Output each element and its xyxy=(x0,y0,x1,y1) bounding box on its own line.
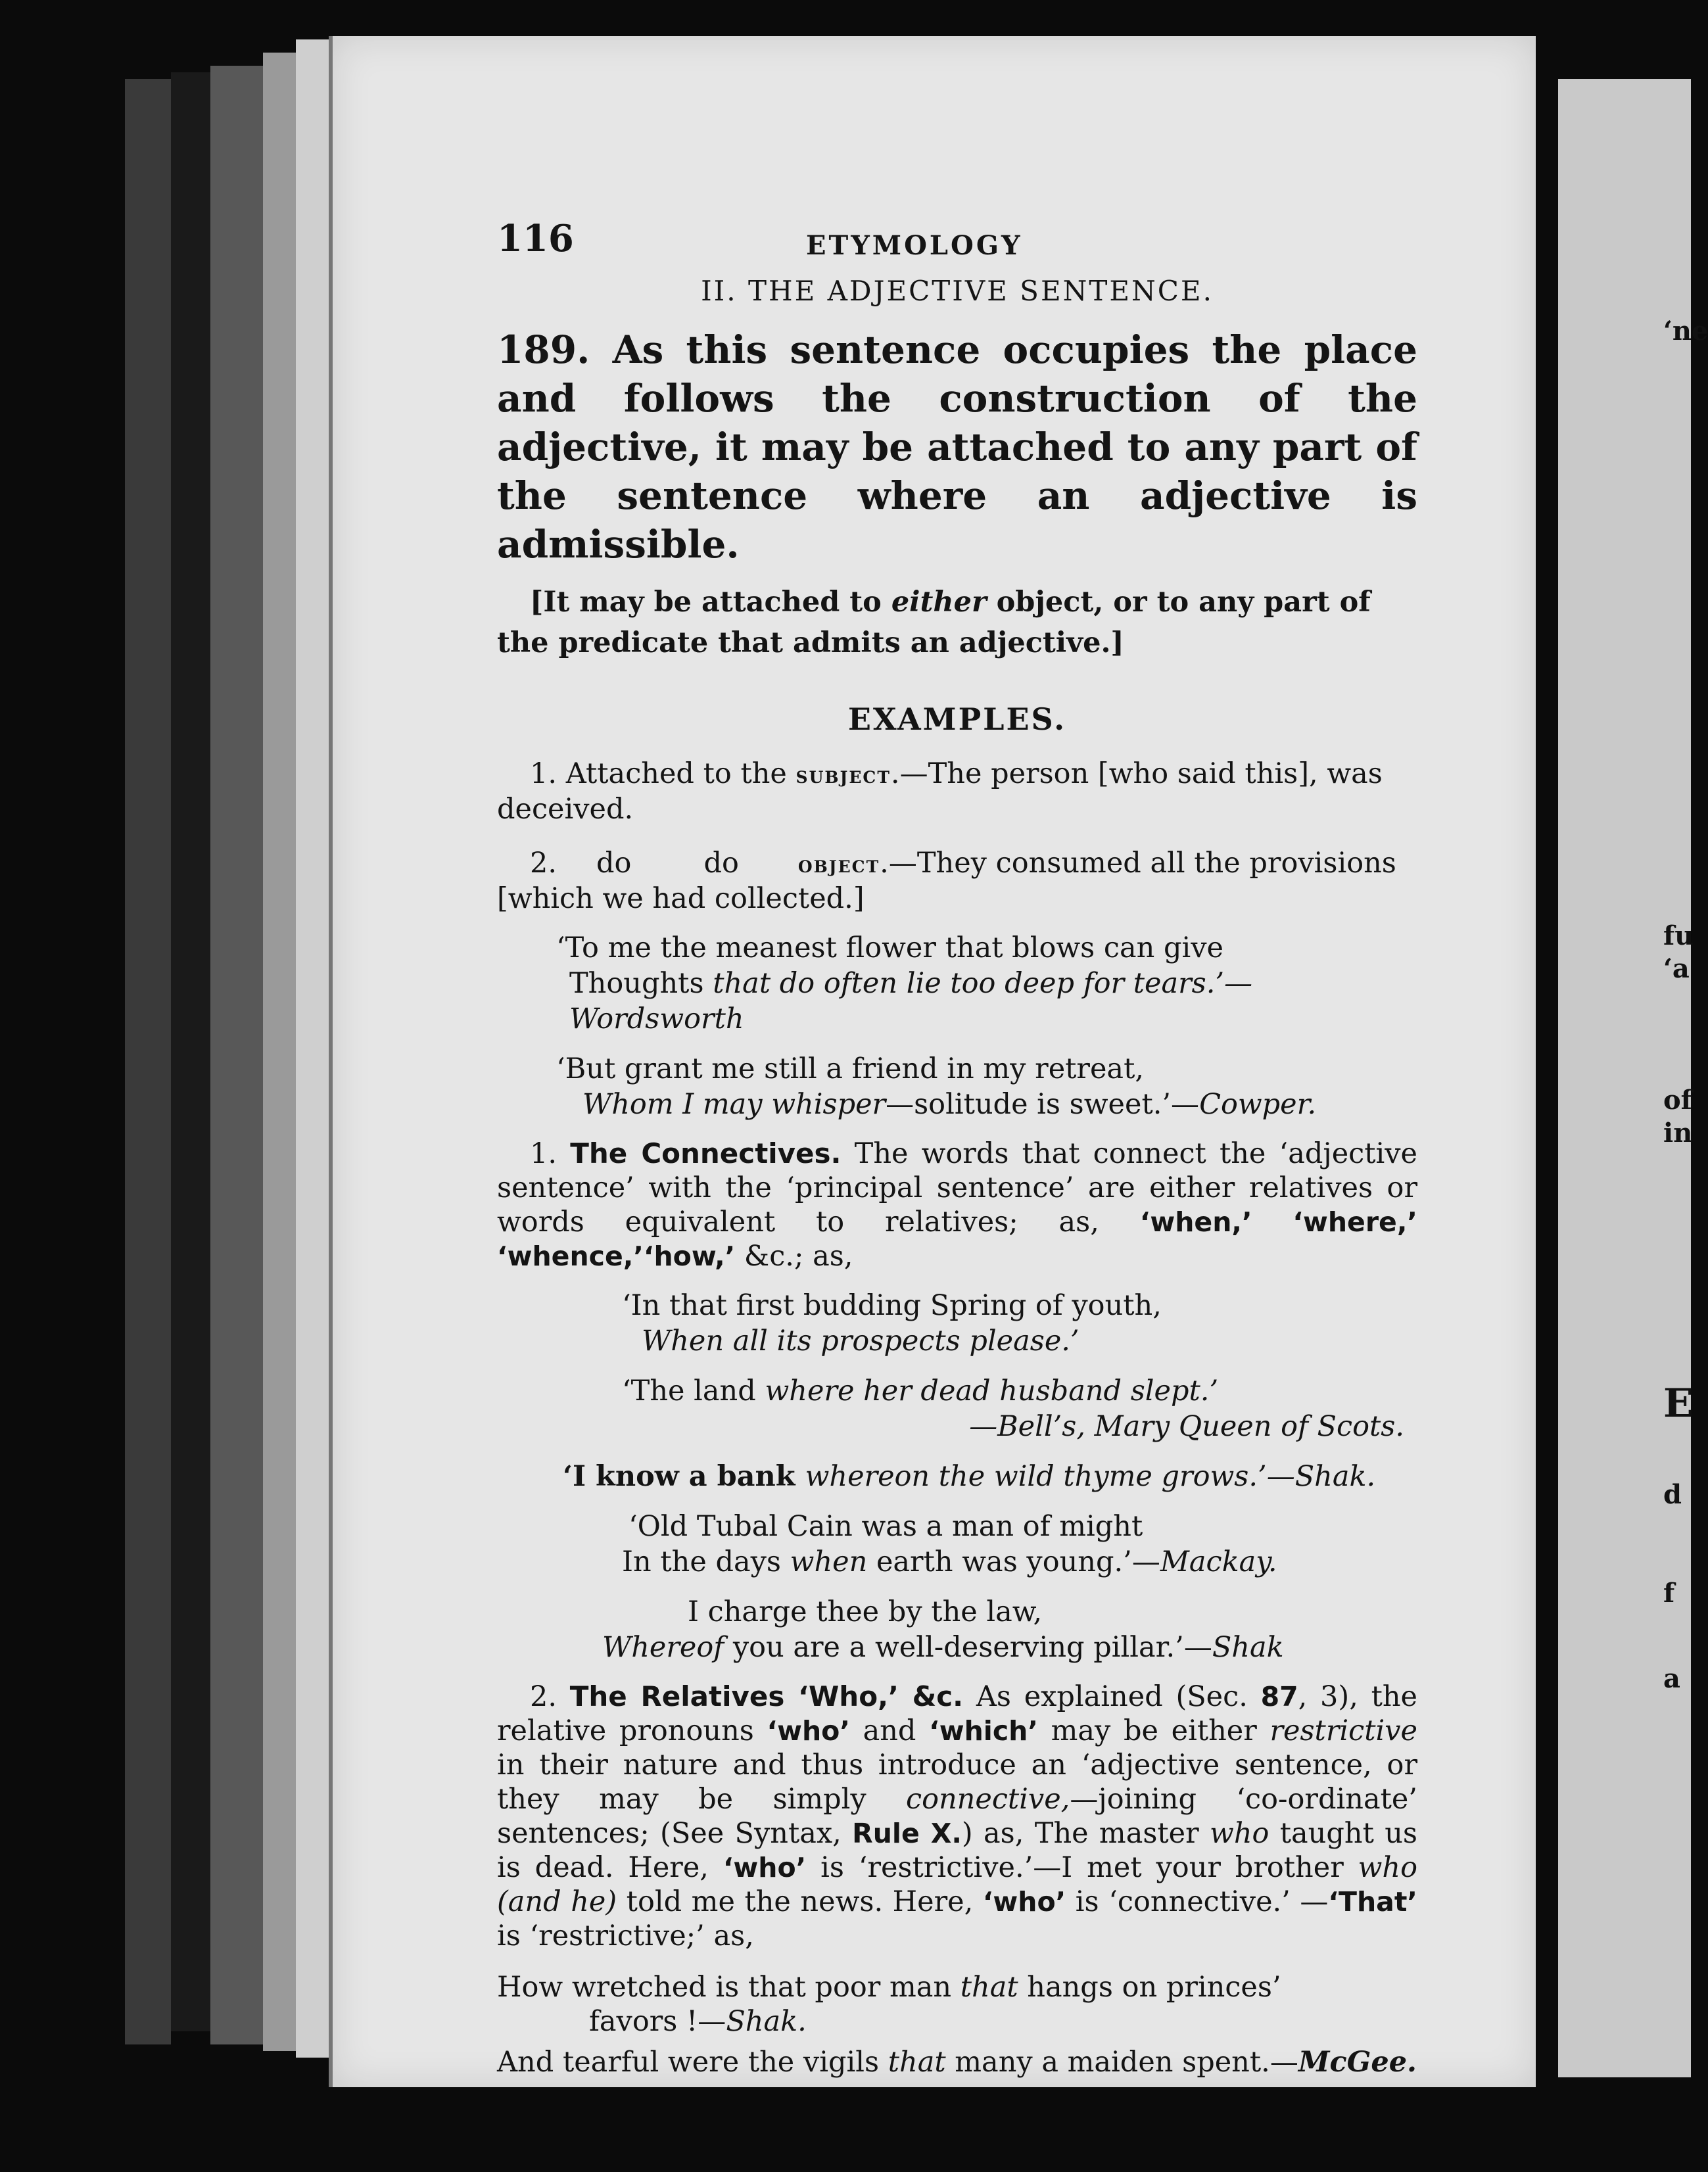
quote-line xyxy=(497,2045,1417,2079)
quote-attribution: McGee. xyxy=(1298,2046,1417,2079)
section-title: II. THE ADJECTIVE SENTENCE. xyxy=(701,275,1214,307)
quote-italic: where her dead husband slept.’ xyxy=(765,1375,1219,1407)
facing-fragment: a xyxy=(1663,1663,1680,1694)
quote-text: hangs on princes’ xyxy=(1018,1971,1281,2004)
example-2 xyxy=(497,846,1417,916)
quote-line xyxy=(622,1544,1417,1580)
quote-line: ‘In that first budding Spring of youth, xyxy=(622,1289,1162,1322)
italic-term: who xyxy=(1210,1817,1269,1850)
quote-text: many a maiden spent.— xyxy=(945,2046,1298,2079)
facing-fragment: E xyxy=(1663,1381,1694,1427)
quote-attribution: Mackay. xyxy=(1160,1546,1277,1578)
poem-line: ‘To me the meanest flower that blows can give xyxy=(556,932,1223,964)
examples-heading: EXAMPLES. xyxy=(847,701,1067,737)
quote-line xyxy=(497,1409,1404,1444)
facing-fragment: ‘ne xyxy=(1663,316,1708,346)
quote-line xyxy=(497,1970,1417,2004)
facing-fragment: of xyxy=(1663,1085,1692,1116)
example-text: .—The person [who said this], was deceived. xyxy=(497,757,1383,826)
italic-term: who (and he) xyxy=(497,1851,1418,1918)
facing-page xyxy=(1558,79,1708,2077)
keyword: ‘how,’ xyxy=(643,1240,736,1272)
facing-fragment: ‘a xyxy=(1663,953,1690,984)
paragraph-text: As explained (Sec. xyxy=(963,1680,1261,1713)
quote-line xyxy=(602,1630,1417,1665)
bracket-note xyxy=(497,582,1417,663)
keyword: ‘whence,’ xyxy=(497,1240,644,1272)
paragraph-text: ) as, The master xyxy=(961,1817,1210,1850)
paragraph-text: is ‘connective.’ — xyxy=(1066,1885,1329,1918)
final-quote xyxy=(497,2045,1417,2079)
note-text: object, or to any part of the predicate that admits an adjective.] xyxy=(497,586,1371,659)
keyword: ‘who’ xyxy=(723,1852,807,1883)
quote-text: earth was young.’— xyxy=(867,1546,1160,1578)
keyword: ‘That’ xyxy=(1328,1886,1417,1918)
keyword: ‘which’ xyxy=(929,1715,1038,1747)
connectives-paragraph xyxy=(497,1137,1417,1273)
page-content xyxy=(497,191,1417,2079)
paragraph-text: —joining ‘co-ordinate’ sentences; (See Syntax, xyxy=(497,1783,1417,1850)
quote-block xyxy=(497,1459,1417,1494)
poem-text: Thoughts xyxy=(569,967,713,1000)
paragraph-text: and xyxy=(849,1714,930,1747)
facing-fragment: fu xyxy=(1663,920,1694,951)
running-header xyxy=(497,191,1417,261)
quote-italic: Whereof xyxy=(602,1631,724,1664)
quote-text: In the days xyxy=(622,1546,790,1578)
page-edge xyxy=(263,53,296,2051)
paragraph-text: taught us is dead. Here, xyxy=(497,1817,1417,1884)
paragraph-number: 2. xyxy=(530,1680,557,1713)
quote-italic: When all its prospects please.’ xyxy=(642,1325,1079,1358)
paragraph-text: is ‘restrictive.’—I met your brother xyxy=(806,1851,1358,1884)
poem-line xyxy=(569,966,1417,1037)
quote-text: How wretched is that poor man xyxy=(497,1971,961,2004)
example-number: 2. xyxy=(530,847,557,880)
poem-line: ‘But grant me still a friend in my retreat, xyxy=(556,1052,1145,1085)
note-emphasis: either xyxy=(891,586,987,619)
paragraph-text: may be either xyxy=(1037,1714,1270,1747)
rule-text: As this sentence occupies the place and follows the construction of the adjective, it may be attached to any part of the sentence where an adjective is admissible. xyxy=(497,327,1417,567)
page-edge xyxy=(210,66,263,2044)
quote-text: And tearful were the vigils xyxy=(497,2046,888,2079)
poem-author: Cowper. xyxy=(1199,1088,1317,1121)
quote-text: you are a well-deserving pillar.’— xyxy=(724,1631,1212,1664)
rule-189 xyxy=(497,325,1417,569)
quote-line xyxy=(589,2004,1417,2039)
page-block-edges xyxy=(105,26,342,2058)
poem-quote xyxy=(556,1051,1417,1122)
paragraph-text: in their nature and thus introduce an ‘adjective sentence, or they may be simply xyxy=(497,1749,1417,1816)
poem-text: —solitude is sweet.’— xyxy=(886,1088,1200,1121)
rule-number: 189. xyxy=(497,327,590,372)
quote-line xyxy=(563,1459,1417,1494)
quote-attribution: Shak xyxy=(1212,1631,1284,1664)
example-smallcaps: object xyxy=(797,851,880,878)
facing-fragment: f xyxy=(1663,1578,1675,1609)
quote-text: ‘The land xyxy=(622,1375,765,1407)
example-text: Attached to the xyxy=(565,757,787,790)
paragraph-number: 1. xyxy=(530,1137,557,1170)
keyword: ‘who’ xyxy=(982,1886,1066,1918)
quote-line: I charge thee by the law, xyxy=(688,1595,1043,1628)
page-edge xyxy=(171,72,210,2031)
paragraph-heading: The Connectives. xyxy=(570,1137,842,1169)
quote-line xyxy=(622,1373,1417,1409)
running-title: ETYMOLOGY xyxy=(806,230,1023,261)
paragraph-text: , 3), the relative pronouns xyxy=(497,1680,1418,1747)
keyword: ‘when,’ xyxy=(1139,1206,1252,1238)
paragraph-text: is ‘restrictive;’ as, xyxy=(497,1920,754,1952)
paragraph-text: &c.; as, xyxy=(735,1240,853,1273)
page-number: 116 xyxy=(497,217,574,260)
keyword: ‘who’ xyxy=(767,1715,850,1747)
note-text: [It may be attached to xyxy=(530,586,891,619)
poem-italic: Whom I may whisper xyxy=(582,1088,886,1121)
paragraph-text: The words that connect the ‘adjective sentence’ with the ‘principal sentence’ are either relatives or words equivalent to relatives; as, xyxy=(497,1137,1417,1239)
relatives-paragraph xyxy=(497,1680,1417,1953)
quote-line xyxy=(642,1323,1417,1359)
quote-italic: that xyxy=(960,1971,1018,2004)
example-smallcaps: subject xyxy=(795,761,891,789)
poem-quote xyxy=(556,930,1417,1037)
quote-italic: when xyxy=(790,1546,868,1578)
poem-italic: that do often lie too deep for tears.’—Wordsworth xyxy=(569,967,1253,1035)
facing-fragment: in xyxy=(1663,1118,1693,1148)
quote-text: favors !— xyxy=(589,2005,726,2038)
quote-block xyxy=(497,1509,1417,1580)
section-ref: 87 xyxy=(1260,1681,1298,1712)
paragraph-text: told me the news. Here, xyxy=(617,1885,983,1918)
quote-attribution: —Bell’s, Mary Queen of Scots. xyxy=(969,1410,1404,1443)
ditto-mark: do xyxy=(596,847,632,880)
rule-ref: Rule X. xyxy=(852,1818,962,1849)
quote-text: ‘I know a bank xyxy=(563,1460,805,1493)
book-page xyxy=(329,36,1536,2087)
keyword: ‘where,’ xyxy=(1293,1206,1417,1238)
quote-italic: whereon the wild thyme grows.’—Shak. xyxy=(805,1460,1376,1493)
quote-block xyxy=(497,1288,1417,1359)
final-quote xyxy=(497,1970,1417,2039)
quote-line: ‘Old Tubal Cain was a man of might xyxy=(629,1510,1143,1543)
italic-term: restrictive xyxy=(1269,1714,1417,1747)
quote-attribution: Shak. xyxy=(726,2005,807,2038)
facing-fragment: d xyxy=(1663,1479,1682,1510)
page-edge xyxy=(125,79,171,2044)
example-1 xyxy=(497,757,1417,826)
paragraph-heading: The Relatives ‘Who,’ &c. xyxy=(569,1680,964,1712)
quote-block xyxy=(497,1594,1417,1665)
example-text: .—They consumed all the provisions [which we had collected.] xyxy=(497,847,1396,915)
italic-term: connective, xyxy=(906,1783,1070,1816)
quote-block xyxy=(497,1373,1417,1444)
quote-italic: that xyxy=(888,2046,946,2079)
ditto-mark: do xyxy=(703,847,739,880)
poem-line xyxy=(582,1087,1417,1122)
example-number: 1. xyxy=(530,757,557,790)
